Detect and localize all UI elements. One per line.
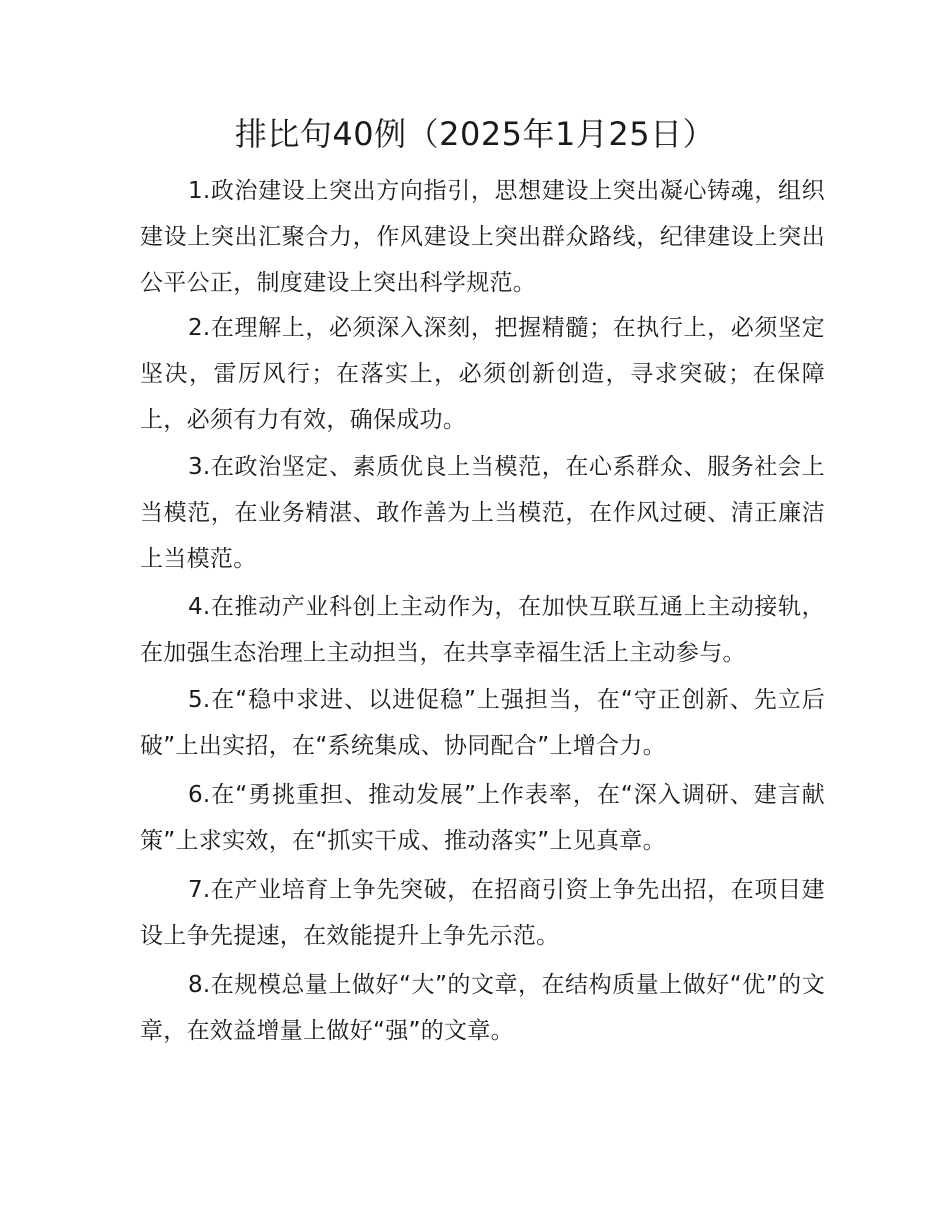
paragraph-5: 5.在“稳中求进、以进促稳”上强担当，在“守正创新、先立后破”上出实招，在“系统集成、协同配合”上增合力。 <box>140 687 825 759</box>
paragraph-4: 4.在推动产业科创上主动作为，在加快互联互通上主动接轨，在加强生态治理上主动担当，在共享幸福生活上主动参与。 <box>140 594 825 666</box>
paragraph-6: 6.在“勇挑重担、推动发展”上作表率，在“深入调研、建言献策”上求实效，在“抓实干成、推动落实”上见真章。 <box>140 782 825 854</box>
paragraph-2: 2.在理解上，必须深入深刻，把握精髓；在执行上，必须坚定坚决，雷厉风行；在落实上，必须创新创造，寻求突破；在保障上，必须有力有效，确保成功。 <box>140 315 825 433</box>
paragraph-8: 8.在规模总量上做好“大”的文章，在结构质量上做好“优”的文章，在效益增量上做好“强”的文章。 <box>140 972 825 1044</box>
document-title: 排比句40例（2025年1月25日） <box>234 115 716 153</box>
paragraph-1: 1.政治建设上突出方向指引，思想建设上突出凝心铸魂，组织建设上突出汇聚合力，作风建设上突出群众路线，纪律建设上突出公平公正，制度建设上突出科学规范。 <box>140 178 825 296</box>
paragraph-3: 3.在政治坚定、素质优良上当模范，在心系群众、服务社会上当模范，在业务精湛、敢作善为上当模范，在作风过硬、清正廉洁上当模范。 <box>140 454 825 572</box>
paragraph-7: 7.在产业培育上争先突破，在招商引资上争先出招，在项目建设上争先提速，在效能提升上争先示范。 <box>140 877 825 949</box>
